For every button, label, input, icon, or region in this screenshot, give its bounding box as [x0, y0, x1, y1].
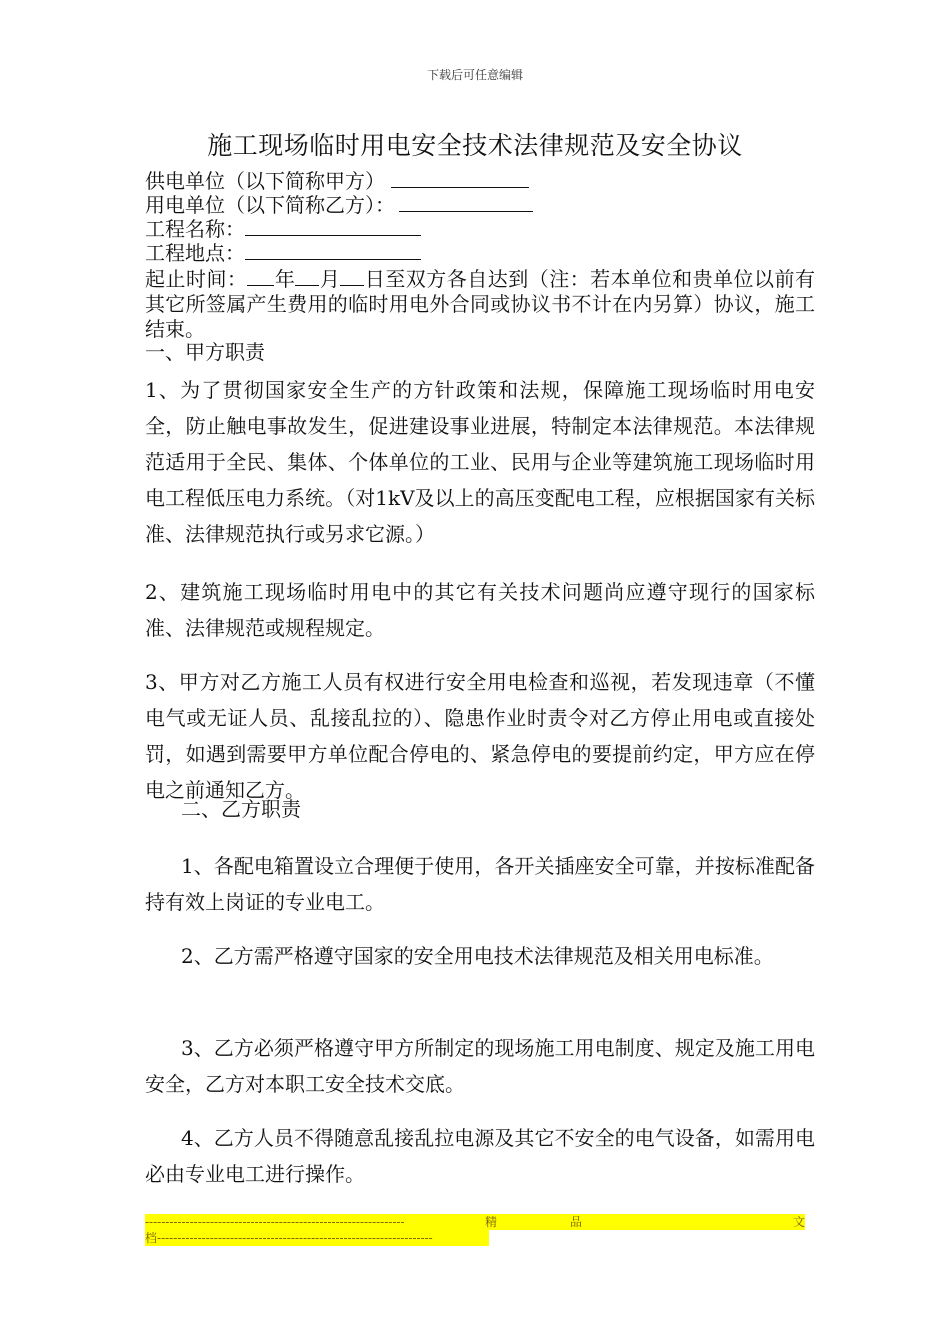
user-field — [145, 192, 533, 217]
month-label: 月 — [319, 267, 341, 291]
footer-char-2: 品 — [570, 1215, 583, 1229]
supplier-field — [145, 168, 529, 193]
footer-char-3: 文 — [792, 1215, 805, 1229]
project-name-blank[interactable] — [245, 216, 421, 236]
section1-heading: 一、甲方职责 — [145, 340, 265, 364]
user-label: 用电单位（以下简称乙方）： — [145, 193, 395, 217]
section1-paragraph-3: 3、甲方对乙方施工人员有权进行安全用电检查和巡视，若发现违章（不懂电气或无证人员、乱接乱拉的）、隐患作业时责令对乙方停止用电或直接处罚，如遇到需要甲方单位配合停电的、紧急停电的要提前约定，甲方应在停电之前通知乙方。 — [145, 670, 815, 802]
section2-paragraph-1: 1、各配电箱置设立合理便于使用，各开关插座安全可靠，并按标准配备持有效上岗证的专业电工。 — [145, 854, 815, 914]
header-note: 下载后可任意编辑 — [426, 68, 523, 82]
project-site-blank[interactable] — [245, 240, 421, 260]
section2-paragraph-3: 3、乙方必须严格遵守甲方所制定的现场施工用电制度、规定及施工用电安全，乙方对本职工安全技术交底。 — [145, 1036, 815, 1096]
year-label: 年 — [274, 267, 296, 291]
footer-dashes-right: -------------------------------------------------------------------- — [157, 1231, 433, 1245]
section1-paragraph-1: 1、为了贯彻国家安全生产的方针政策和法规，保障施工现场临时用电安全，防止触电事故发生，促进建设事业进展，特制定本法律规范。本法律规范适用于全民、集体、个体单位的工业、民用与企业等建筑施工现场临时用电工程低压电力系统。（对1kV及以上的高压变配电工程，应根据国家有关标准、法律规范执行或另求它源。） — [145, 378, 815, 546]
footer-banner — [145, 1214, 805, 1230]
project-name-label: 工程名称： — [145, 217, 245, 241]
footer-char-4: 档 — [145, 1231, 158, 1245]
footer-banner-line-2 — [145, 1230, 489, 1246]
period-paragraph — [145, 266, 815, 342]
project-site-label: 工程地点： — [145, 241, 245, 265]
section2-paragraph-2: 2、乙方需严格遵守国家的安全用电技术法律规范及相关用电标准。 — [181, 944, 774, 968]
month-blank[interactable] — [295, 266, 319, 286]
project-site-field — [145, 240, 421, 265]
supplier-label: 供电单位（以下简称甲方） — [145, 169, 385, 193]
document-title: 施工现场临时用电安全技术法律规范及安全协议 — [207, 131, 743, 160]
project-name-field — [145, 216, 421, 241]
section2-paragraph-4: 4、乙方人员不得随意乱接乱拉电源及其它不安全的电气设备，如需用电必由专业电工进行操作。 — [145, 1126, 815, 1186]
supplier-blank[interactable] — [391, 168, 529, 188]
user-blank[interactable] — [399, 192, 533, 212]
year-blank[interactable] — [247, 266, 274, 286]
section1-paragraph-2: 2、建筑施工现场临时用电中的其它有关技术问题尚应遵守现行的国家标准、法律规范或规程规定。 — [145, 580, 815, 640]
period-text: 日至双方各自达到（注：若本单位和贵单位以前有其它所签属产生费用的临时用电外合同或协议书不计在内另算）协议，施工结束。 — [145, 267, 816, 341]
period-prefix: 起止时间： — [145, 267, 248, 291]
footer-dashes-left: ---------------------------------------------------------------- — [145, 1215, 405, 1229]
section2-heading: 二、乙方职责 — [181, 797, 301, 821]
day-blank[interactable] — [340, 266, 364, 286]
footer-char-1: 精 — [485, 1215, 498, 1229]
